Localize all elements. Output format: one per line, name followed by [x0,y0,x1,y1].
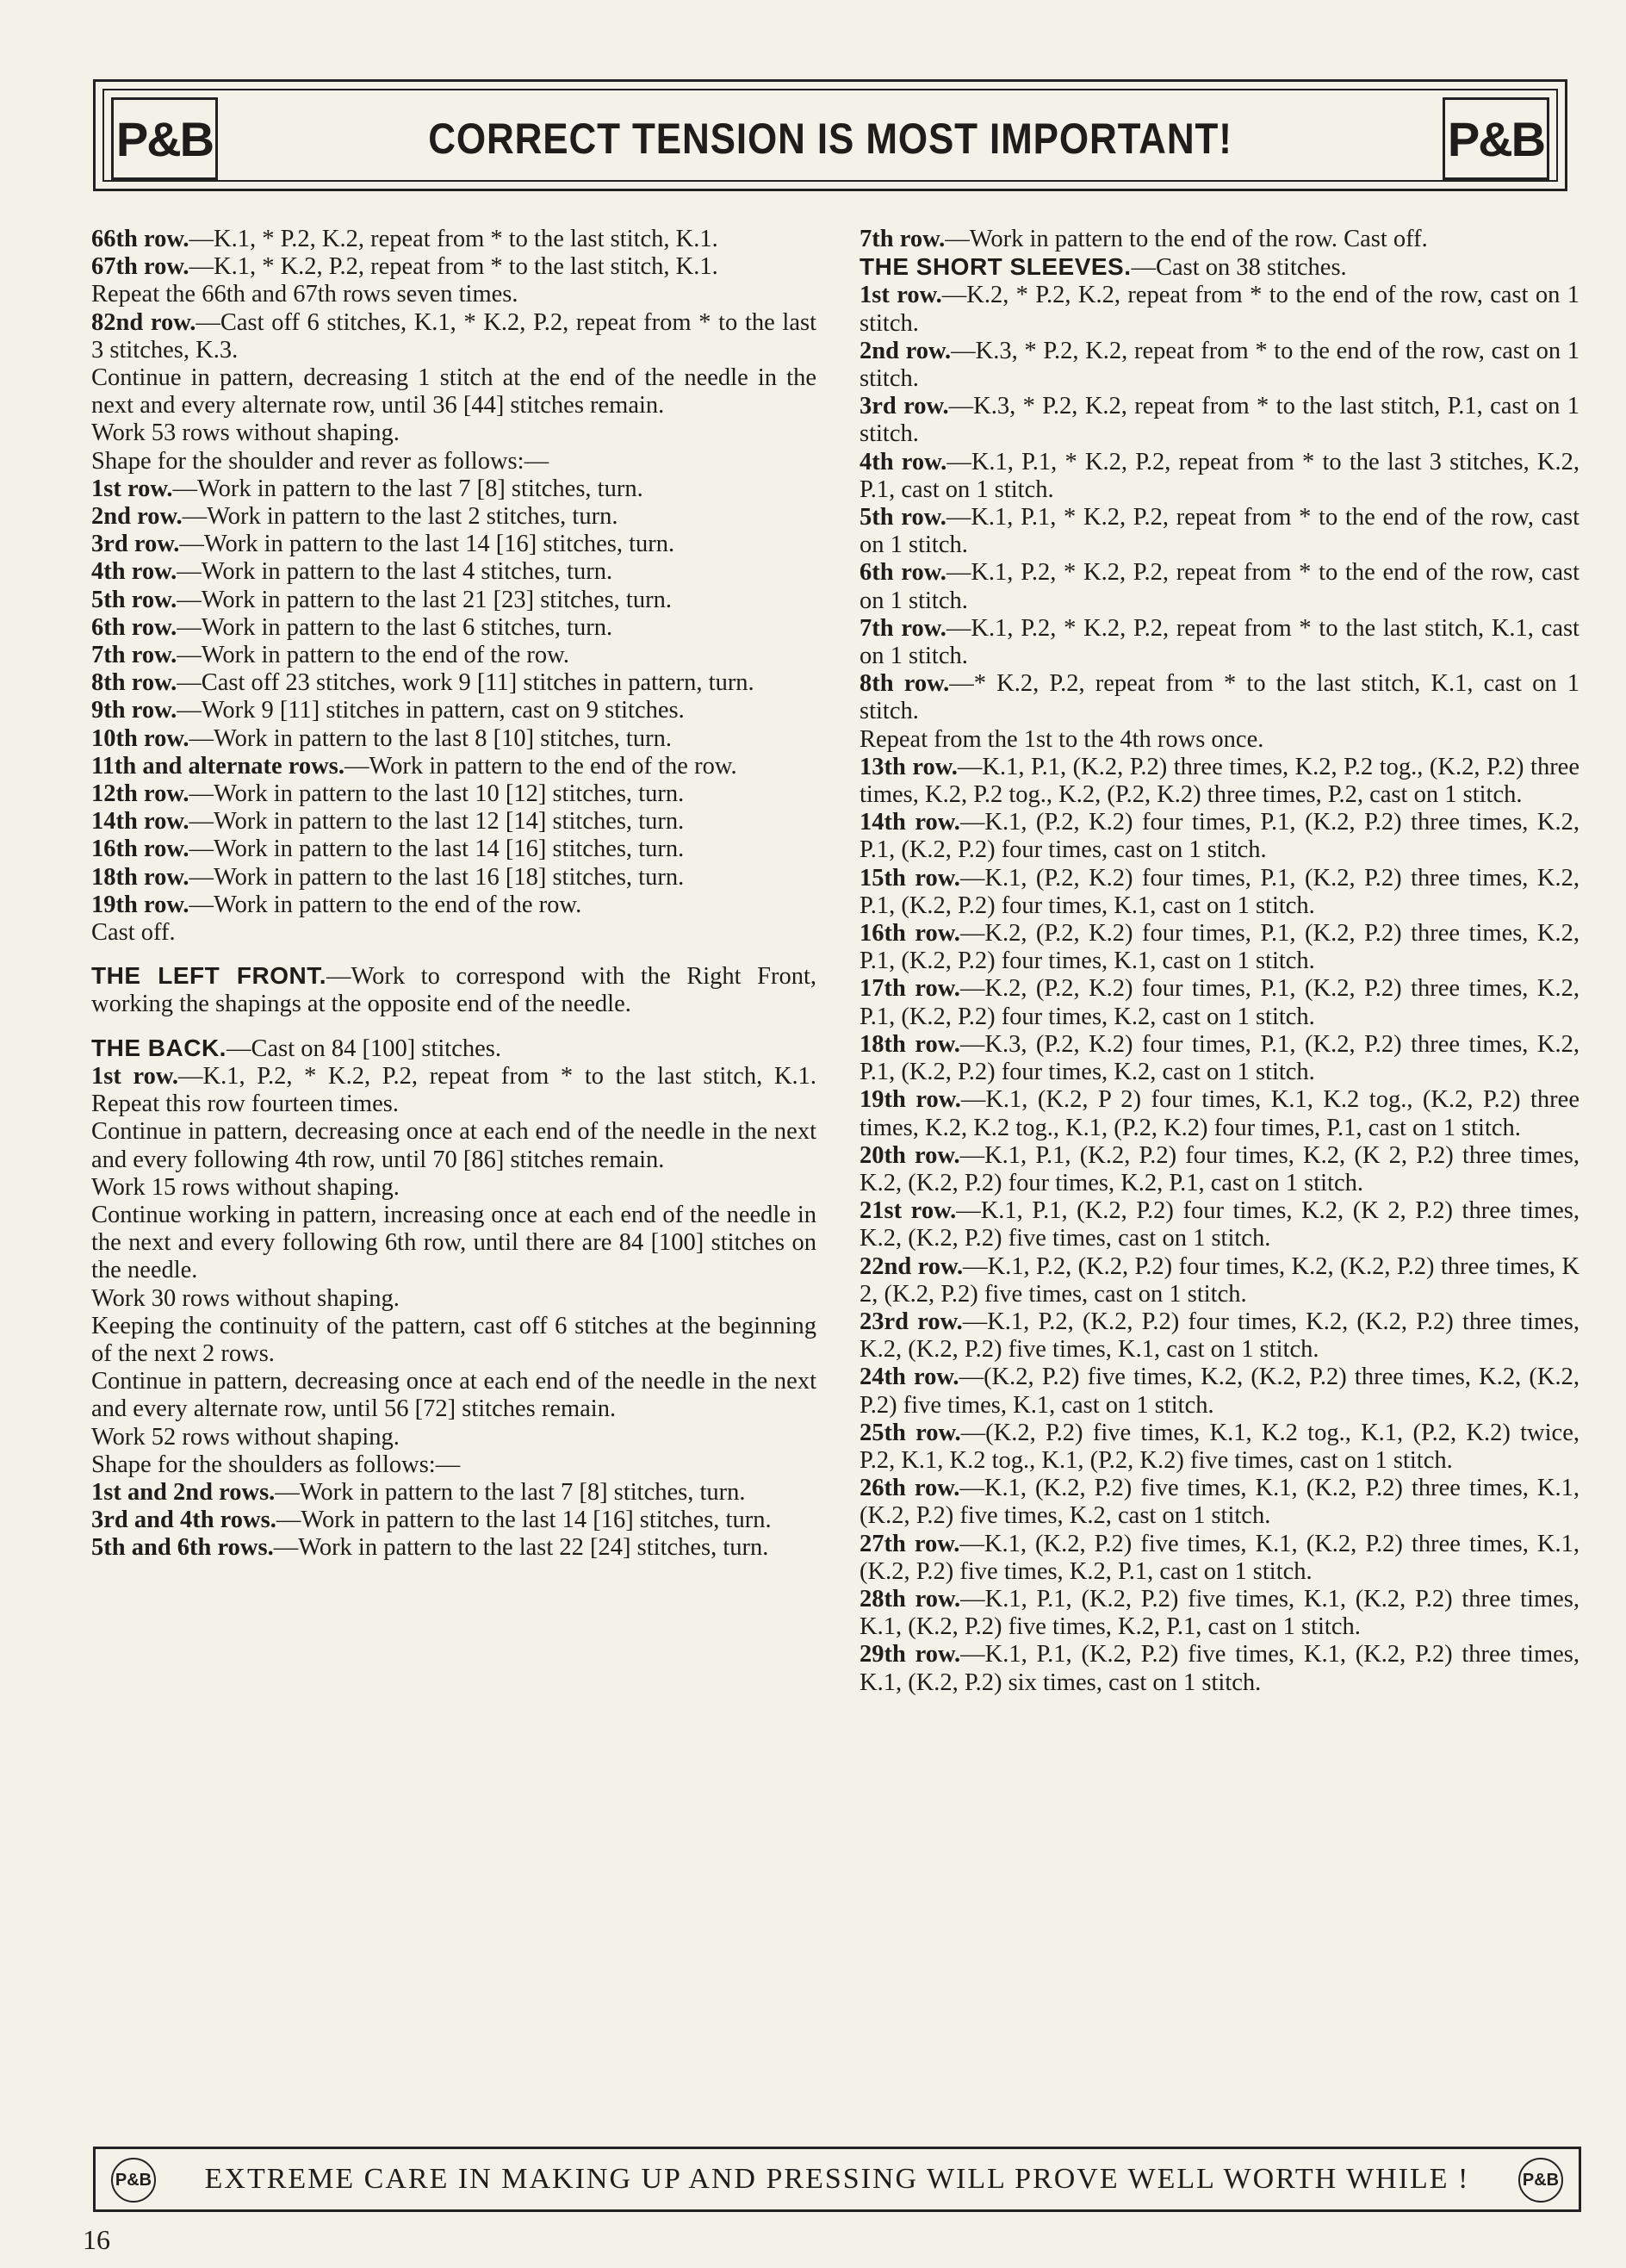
row-label: 7th row. [860,226,946,252]
instruction-text: —K.1, (P.2, K.2) four times, P.1, (K.2, P.2) three times, K.2, P.1, (K.2, P.2) four times, cast on 1 stitch. [860,809,1579,864]
instruction-text: —Cast off 23 stitches, work 9 [11] stitches in pattern, turn. [177,669,754,697]
instruction-text: —Work in pattern to the last 2 stitches, turn. [182,503,618,531]
instruction-paragraph [91,725,816,753]
footer-slogan: EXTREME CARE IN MAKING UP AND PRESSING WILL PROVE WELL WORTH WHILE ! [204,2163,1470,2195]
instruction-text: —K.2, * P.2, K.2, repeat from * to the end of the row, cast on 1 stitch. [860,282,1579,337]
instruction-text: —Work 9 [11] stitches in pattern, cast on 9 stitches. [177,697,685,724]
instruction-text: —Work in pattern to the last 7 [8] stitches, turn. [275,1478,746,1506]
row-label: 13th row. [860,753,958,780]
instruction-text: Repeat from the 1st to the 4th rows once. [860,725,1264,753]
instruction-paragraph [860,1531,1579,1586]
instruction-paragraph [91,503,816,531]
row-label: 28th row. [860,1585,961,1612]
instruction-text: —Work in pattern to the last 8 [10] stitches, turn. [189,724,672,752]
instruction-text: —K.2, (P.2, K.2) four times, P.1, (K.2, P.2) three times, K.2, P.1, (K.2, P.2) four times, K.1, cast on 1 stitch. [860,920,1579,975]
instruction-text: —K.1, * K.2, P.2, repeat from * to the last stitch, K.1. [189,253,718,281]
right-text-column [860,226,1579,1697]
instruction-text: —Work in pattern to the last 10 [12] stitches, turn. [189,780,685,808]
instruction-paragraph [860,975,1579,1030]
row-label: 19th row. [91,891,189,918]
instruction-text: —K.1, P.1, (K.2, P.2) five times, K.1, (K.2, P.2) three times, K.1, (K.2, P.2) five times, K.2, P.1, cast on 1 stitch. [860,1585,1579,1641]
instruction-text: —K.3, * P.2, K.2, repeat from * to the last stitch, P.1, cast on 1 stitch. [860,393,1579,448]
instruction-paragraph [860,1586,1579,1641]
instruction-text: Keeping the continuity of the pattern, cast off 6 stitches at the beginning of the next 2 rows. [91,1312,816,1367]
row-label: 67th row. [91,253,189,281]
instruction-paragraph [860,1197,1579,1252]
row-label: 1st row. [91,475,173,502]
instruction-paragraph [860,1420,1579,1475]
instruction-text: —K.1, P.1, (K.2, P.2) four times, K.2, (K 2, P.2) three times, K.2, (K.2, P.2) four times, K.2, P.1, cast on 1 stitch. [860,1141,1579,1196]
page-headline: CORRECT TENSION IS MOST IMPORTANT! [428,115,1232,163]
row-label: 3rd row. [91,531,180,558]
row-label: 18th row. [91,863,189,891]
row-label: 3rd row. [860,393,949,420]
instruction-paragraph [91,1035,816,1063]
instruction-paragraph [860,282,1579,337]
instruction-text: —Work in pattern to the last 21 [23] stitches, turn. [177,586,672,613]
instruction-paragraph [860,1086,1579,1141]
instruction-paragraph [860,559,1579,614]
instruction-text: —Work in pattern to the end of the row. [344,752,737,780]
row-label: 16th row. [91,836,189,863]
row-label: 14th row. [860,809,960,836]
instruction-text: —Cast off 6 stitches, K.1, * K.2, P.2, repeat from * to the last 3 stitches, K.3. [91,308,816,364]
instruction-paragraph [91,253,816,281]
row-label: 26th row. [860,1475,960,1502]
instruction-text: —K.1, (K.2, P.2) five times, K.1, (K.2, P.2) three times, K.1, (K.2, P.2) five times, K.2, P.1, cast on 1 stitch. [860,1530,1579,1585]
paragraph-gap [91,947,816,962]
instruction-text: —Cast on 38 stitches. [1131,254,1347,282]
instruction-text: —K.1, P.1, (K.2, P.2) three times, K.2, P.2 tog., (K.2, P.2) three times, K.2, P.2 tog., K.2, (P.2, K.2) three times, P.2, cast on 1 stitch. [860,753,1579,809]
instruction-text: —K.1, P.2, (K.2, P.2) four times, K.2, (K.2, P.2) three times, K 2, (K.2, P.2) five times, cast on 1 stitch. [860,1252,1579,1308]
instruction-paragraph [860,253,1579,282]
instruction-text: —K.1, P.2, * K.2, P.2, repeat from * to the end of the row, cast on 1 stitch. [860,559,1579,614]
instruction-text: Shape for the shoulders as follows:— [91,1451,461,1478]
pb-logo-left: P&B [111,97,218,180]
instruction-text: —K.1, (K.2, P 2) four times, K.1, K.2 tog., (K.2, P.2) three times, K.2, K.2 tog., K.1, (P.2, K.2) four times, P.1, cast on 1 stitch. [860,1086,1579,1141]
instruction-text: —(K.2, P.2) five times, K.1, K.2 tog., K.1, (P.2, K.2) twice, P.2, K.1, K.2 tog., K.1, (P.2, K.2) five times, cast on 1 stitch. [860,1419,1579,1474]
row-label: 15th row. [860,864,960,892]
instruction-text: —K.1, (P.2, K.2) four times, P.1, (K.2, P.2) three times, K.2, P.1, (K.2, P.2) four times, K.1, cast on 1 stitch. [860,864,1579,919]
instruction-paragraph [91,448,816,475]
instruction-paragraph [91,1424,816,1451]
instruction-paragraph [860,726,1579,754]
instruction-text: Work 15 rows without shaping. [91,1173,400,1201]
instruction-paragraph [91,1368,816,1423]
instruction-paragraph [860,809,1579,864]
instruction-paragraph [91,669,816,697]
row-label: 14th row. [91,808,189,836]
instruction-paragraph [860,670,1579,725]
instruction-text: —Work in pattern to the end of the row. Cast off. [945,226,1428,252]
row-label: 5th and 6th rows. [91,1534,274,1562]
pb-logo-right: P&B [1443,97,1549,180]
instruction-text: Cast off. [91,919,176,947]
row-label: 5th row. [860,504,946,531]
instruction-paragraph [91,892,816,919]
row-label: 19th row. [860,1086,961,1114]
row-label: 8th row. [860,670,950,698]
instruction-paragraph [91,364,816,419]
instruction-paragraph [91,1534,816,1562]
instruction-paragraph [860,1364,1579,1419]
row-label: 66th row. [91,226,189,252]
instruction-text: —Cast on 84 [100] stitches. [226,1035,501,1062]
row-label: 21st row. [860,1197,957,1225]
paragraph-gap [91,1019,816,1035]
instruction-paragraph [860,393,1579,448]
instruction-text: —K.1, P.2, (K.2, P.2) four times, K.2, (K.2, P.2) three times, K.2, (K.2, P.2) five times, K.1, cast on 1 stitch. [860,1308,1579,1364]
instruction-text: —K.2, (P.2, K.2) four times, P.1, (K.2, P.2) three times, K.2, P.1, (K.2, P.2) four times, K.2, cast on 1 stitch. [860,975,1579,1030]
instruction-text: —Work in pattern to the last 14 [16] stitches, turn. [179,531,675,558]
row-label: 7th row. [860,614,946,642]
row-label: 1st row. [860,282,942,309]
page-number: 16 [83,2224,110,2255]
footer-banner [93,2149,1581,2209]
pb-seal-icon-right: P&B [1518,2158,1563,2203]
row-label: 23rd row. [860,1308,963,1335]
instruction-paragraph [91,1118,816,1173]
instruction-paragraph [91,753,816,780]
instruction-paragraph [860,504,1579,559]
instruction-text: —Work in pattern to the end of the row. [177,642,569,669]
instruction-paragraph [91,780,816,808]
instruction-text: —K.1, (K.2, P.2) five times, K.1, (K.2, P.2) three times, K.1, (K.2, P.2) five times, K.2, cast on 1 stitch. [860,1475,1579,1530]
row-label: 2nd row. [91,503,183,531]
instruction-text: —K.3, * P.2, K.2, repeat from * to the end of the row, cast on 1 stitch. [860,337,1579,393]
instruction-paragraph [91,962,816,1018]
row-label: 12th row. [91,780,189,808]
row-label: 3rd and 4th rows. [91,1507,276,1534]
header-inner-frame [102,89,1558,182]
instruction-text: —* K.2, P.2, repeat from * to the last stitch, K.1, cast on 1 stitch. [860,670,1579,725]
instruction-text: —Work in pattern to the last 12 [14] stitches, turn. [189,808,685,836]
instruction-paragraph [91,1285,816,1313]
instruction-text: Continue in pattern, decreasing once at each end of the needle in the next and every following 4th row, until 70 [86] stitches remain. [91,1118,816,1173]
instruction-text: —K.1, P.1, * K.2, P.2, repeat from * to the end of the row, cast on 1 stitch. [860,504,1579,559]
instruction-paragraph [91,309,816,364]
section-heading: THE SHORT SLEEVES. [860,253,1132,281]
instruction-text: Continue in pattern, decreasing 1 stitch at the end of the needle in the next and every alternate row, until 36 [44] stitches remain. [91,364,816,419]
instruction-text: —K.1, P.2, * K.2, P.2, repeat from * to the last stitch, K.1. Repeat this row fourteen times. [91,1062,816,1118]
instruction-paragraph [91,919,816,947]
instruction-text: —Work in pattern to the last 4 stitches, turn. [177,558,613,586]
row-label: 1st and 2nd rows. [91,1478,276,1506]
instruction-paragraph [91,587,816,614]
instruction-paragraph [860,615,1579,670]
instruction-text: —K.1, * P.2, K.2, repeat from * to the last stitch, K.1. [189,226,718,252]
instruction-paragraph [91,697,816,724]
instruction-paragraph [91,531,816,558]
row-label: 10th row. [91,724,189,752]
instruction-text: Continue working in pattern, increasing once at each end of the needle in the next and every following 6th row, until there are 84 [100] stitches on the needle. [91,1201,816,1284]
row-label: 9th row. [91,697,177,724]
instruction-paragraph [91,864,816,892]
instruction-paragraph [860,1308,1579,1364]
footer-bottom-rule [93,2209,1581,2212]
row-label: 20th row. [860,1141,960,1169]
row-label: 7th row. [91,642,177,669]
instruction-text: —Work in pattern to the end of the row. [189,891,582,918]
instruction-text: —Work in pattern to the last 14 [16] stitches, turn. [189,836,685,863]
left-text-column [91,226,816,1563]
instruction-paragraph [91,1479,816,1507]
instruction-paragraph [860,226,1579,253]
instruction-text: —Work to correspond with the Right Front, working the shapings at the opposite end of the needle. [91,963,816,1018]
instruction-paragraph [860,920,1579,975]
instruction-paragraph [91,808,816,836]
row-label: 24th row. [860,1364,959,1391]
instruction-text: —Work in pattern to the last 7 [8] stitches, turn. [172,475,643,502]
instruction-text: —Work in pattern to the last 14 [16] stitches, turn. [276,1507,772,1534]
section-heading: THE BACK. [91,1034,227,1061]
row-label: 27th row. [860,1530,960,1557]
instruction-paragraph [860,1031,1579,1086]
instruction-text: —K.1, P.1, * K.2, P.2, repeat from * to the last 3 stitches, K.2, P.1, cast on 1 stitch. [860,448,1579,503]
instruction-paragraph [91,475,816,503]
row-label: 17th row. [860,975,960,1003]
instruction-text: —Work in pattern to the last 22 [24] stitches, turn. [273,1534,769,1562]
instruction-text: Work 53 rows without shaping. [91,419,400,447]
instruction-text: —(K.2, P.2) five times, K.2, (K.2, P.2) three times, K.2, (K.2, P.2) five times, K.1, cast on 1 stitch. [860,1364,1579,1419]
instruction-paragraph [860,865,1579,920]
pb-seal-icon-left: P&B [111,2158,156,2203]
instruction-paragraph [860,1475,1579,1530]
row-label: 5th row. [91,586,177,613]
instruction-paragraph [860,449,1579,504]
instruction-paragraph [91,419,816,447]
header-banner [93,79,1567,191]
row-label: 82nd row. [91,308,196,336]
instruction-paragraph [91,1063,816,1118]
row-label: 16th row. [860,920,960,948]
instruction-text: Continue in pattern, decreasing once at each end of the needle in the next and every alternate row, until 56 [72] stitches remain. [91,1368,816,1423]
row-label: 22nd row. [860,1252,964,1280]
instruction-text: Work 30 rows without shaping. [91,1284,400,1312]
row-label: 18th row. [860,1030,960,1058]
instruction-paragraph [91,836,816,863]
instruction-paragraph [91,1313,816,1368]
row-label: 4th row. [860,448,947,475]
instruction-text: Repeat the 66th and 67th rows seven times. [91,281,518,308]
row-label: 6th row. [860,559,946,587]
instruction-paragraph [91,1202,816,1285]
instruction-text: —Work in pattern to the last 16 [18] stitches, turn. [189,863,685,891]
instruction-text: Work 52 rows without shaping. [91,1423,400,1451]
instruction-paragraph [860,1253,1579,1308]
instruction-text: Shape for the shoulder and rever as follows:— [91,447,549,475]
instruction-text: —K.1, P.2, * K.2, P.2, repeat from * to the last stitch, K.1, cast on 1 stitch. [860,614,1579,670]
row-label: 8th row. [91,669,177,697]
instruction-paragraph [91,1174,816,1202]
instruction-paragraph [860,338,1579,393]
row-label: 4th row. [91,558,177,586]
instruction-paragraph [860,1142,1579,1197]
row-label: 29th row. [860,1641,961,1668]
instruction-paragraph [91,281,816,308]
row-label: 25th row. [860,1419,961,1446]
instruction-text: —K.1, P.1, (K.2, P.2) five times, K.1, (K.2, P.2) three times, K.1, (K.2, P.2) six times, cast on 1 stitch. [860,1641,1579,1696]
row-label: 6th row. [91,613,177,641]
row-label: 11th and alternate rows. [91,752,344,780]
instruction-paragraph [91,226,816,253]
instruction-text: —K.3, (P.2, K.2) four times, P.1, (K.2, P.2) three times, K.2, P.1, (K.2, P.2) four times, K.2, cast on 1 stitch. [860,1030,1579,1086]
row-label: 2nd row. [860,337,952,364]
instruction-text: —K.1, P.1, (K.2, P.2) four times, K.2, (K 2, P.2) three times, K.2, (K.2, P.2) five times, cast on 1 stitch. [860,1197,1579,1252]
instruction-paragraph [860,1641,1579,1696]
instruction-paragraph [91,1507,816,1534]
row-label: 1st row. [91,1062,179,1090]
instruction-paragraph [91,1451,816,1479]
instruction-paragraph [91,642,816,669]
section-heading: THE LEFT FRONT. [91,962,327,990]
instruction-paragraph [91,558,816,586]
instruction-paragraph [91,614,816,642]
instruction-paragraph [860,754,1579,809]
instruction-text: —Work in pattern to the last 6 stitches, turn. [177,613,613,641]
